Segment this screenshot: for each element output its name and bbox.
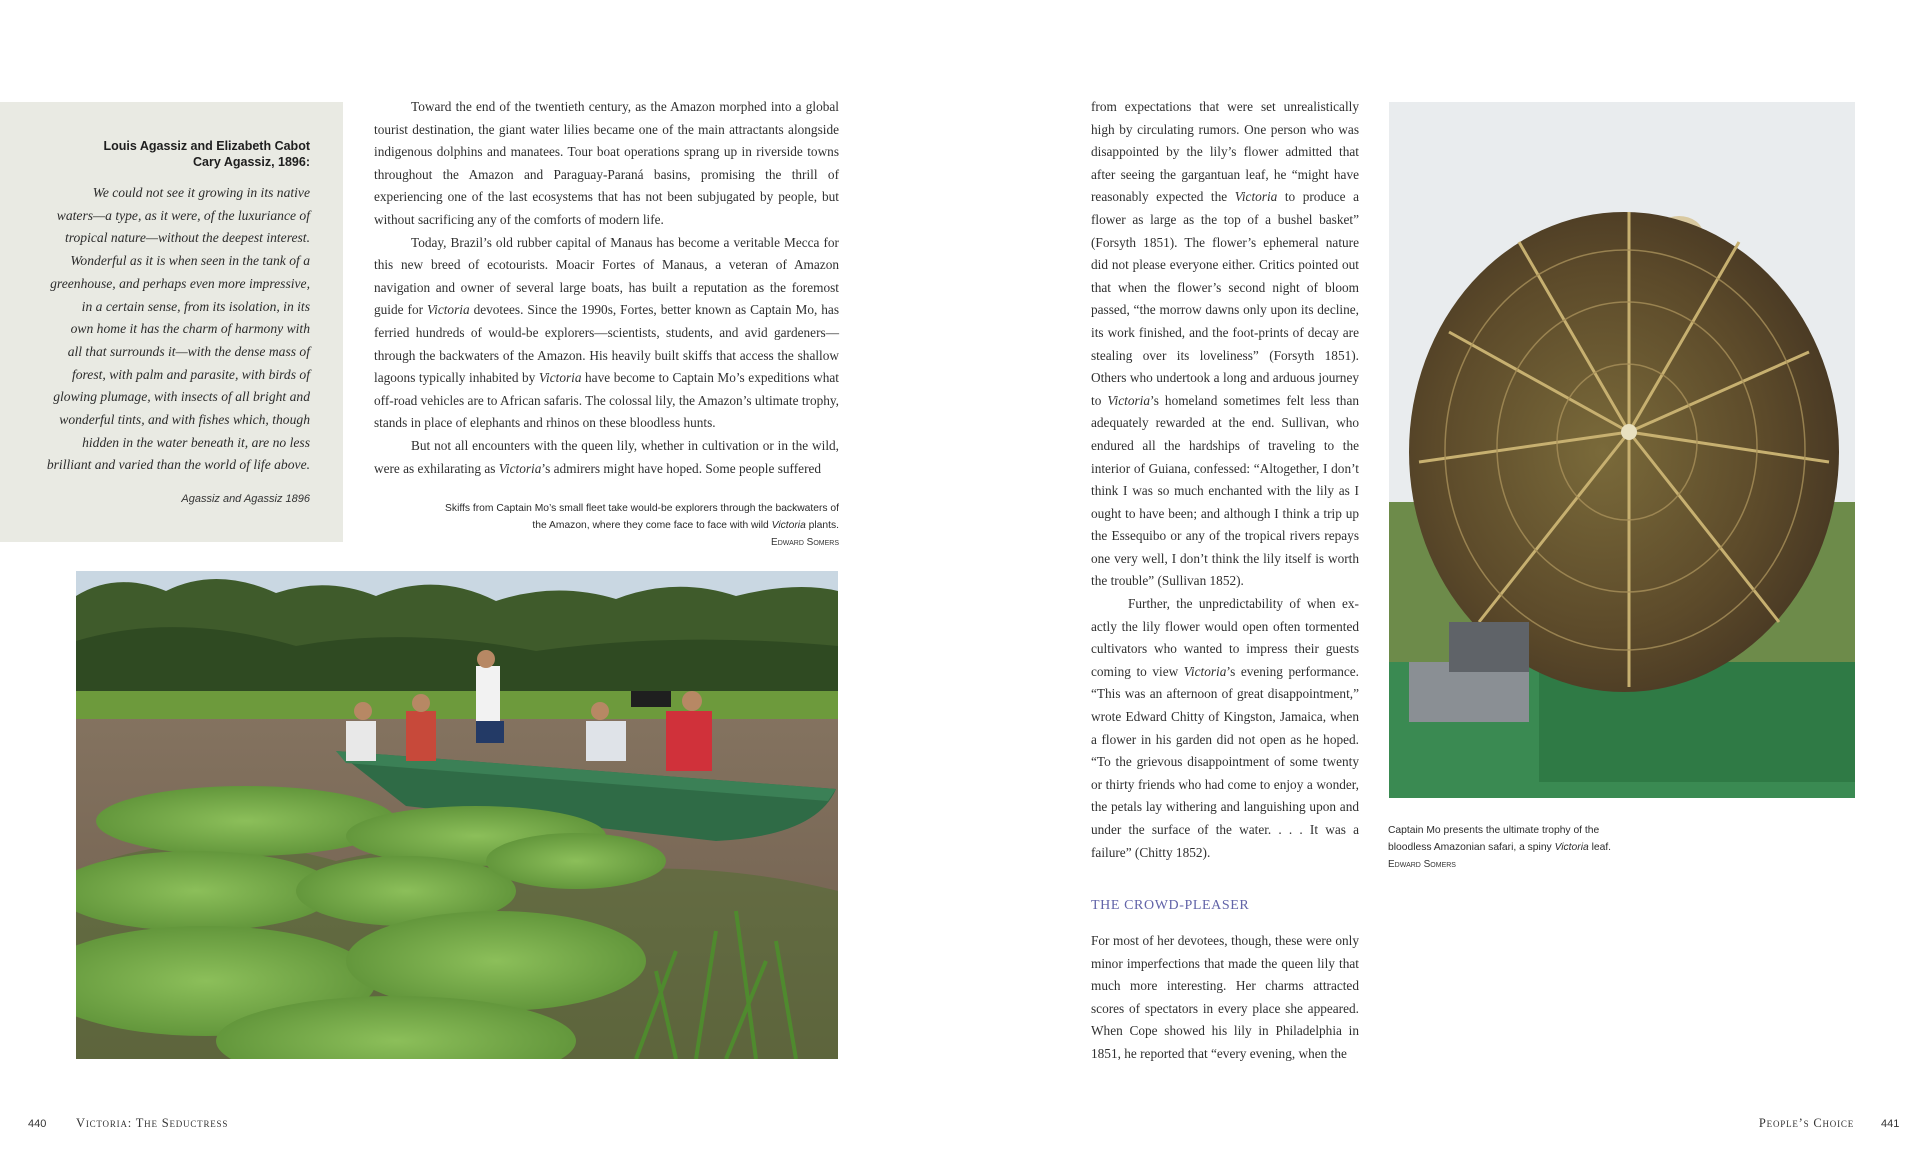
boat-photo-caption (430, 500, 839, 551)
sidebar-quote (38, 182, 310, 477)
quote-line: all that surrounds it—with the dense mass of (67, 343, 310, 359)
paragraph: Toward the end of the twentieth century, as the Amazon morphed into a global tourist destination, the giant water lilies became one of the main attractants alongside indigenous dolphins and manatees. Tour boat operations sprang up in riverside towns throughout the Amazon and Paraguay-Paraná basins, promising the thrill of experiencing one of the last ecosystems that has not been subjugated by people, but without sacrificing any of the comforts of modern life. (374, 99, 839, 227)
paragraph: Today, Brazil’s old rubber capital of Manaus has become a veritable Mecca for this new breed of ecotourists. Moacir Fortes of Manaus, a veteran of Amazon navigation and owner of several large boats, has built a reputation as the foremost guide for Victoria devotees. Since the 1990s, Fortes, better known as Captain Mo, has ferried hundreds of would-be explorers—scientists, students, and avid gardeners—through the backwaters of the Amazon. His heavily built skiffs that access the shallow lagoons typically inhabited by Victoria have become to Captain Mo’s expeditions what off-road vehicles are to African safaris. The colossal lily, the Amazon’s ultimate trophy, stands in place of elephants and rhinos on these bloodless hunts. (374, 234, 839, 431)
left-body-column (374, 96, 839, 480)
photo-credit: Edward Somers (771, 537, 839, 548)
captain-lily-leaf-photo (1389, 102, 1855, 798)
sidebar-heading: Louis Agassiz and Elizabeth Cabot Cary Agassiz, 1896: (103, 139, 310, 169)
quote-line: tropical nature—without the deepest interest. (64, 230, 310, 246)
photo-credit: Edward Somers (1388, 859, 1456, 870)
sidebar-citation: Agassiz and Agassiz 1896 (181, 493, 310, 505)
caption-text: Skiffs from Captain Mo’s small fleet take would-be explorers through the backwaters of the Amazon, where they come face to face with wild Victoria plants. (445, 503, 839, 531)
lily-photo-caption (1388, 822, 1638, 873)
right-body-column (1091, 96, 1359, 864)
quote-line: We could not see it growing in its native (92, 185, 310, 200)
caption-text: Captain Mo presents the ultimate trophy of the bloodless Amazonian safari, a spiny Victoria leaf. (1388, 825, 1612, 853)
quote-line: Wonderful as it is when seen in the tank of a (70, 253, 310, 269)
page-number-left: 440 (28, 1118, 47, 1130)
page-number-right: 441 (1881, 1118, 1900, 1130)
paragraph: Further, the unpredictability of when ex-actly the lily flower would open often tormented cultivators who wanted to impress their guests coming to view Victoria’s evening performance. “This was an afternoon of great disappointment,” wrote Edward Chitty of Kingston, Jamaica, when a flower in his garden did not open as he hoped. “To the grievous disappointment of some twenty or thirty friends who had come to enjoy a wonder, the petals lay withering and languishing upon and under the surface of the water. . . . It was a failure” (Chitty 1852). (1091, 596, 1359, 860)
quote-line: in a certain sense, from its isolation, in its (81, 298, 310, 314)
quote-line: wonderful tints, and with fishes which, though (59, 412, 310, 428)
quote-line: waters—a type, as it were, of the luxuriance of (56, 207, 310, 223)
running-head-right: People’s Choice (1758, 1116, 1854, 1130)
section-heading: THE CROWD-PLEASER (1091, 898, 1250, 913)
quote-line: hidden in the water beneath it, are no less (82, 434, 310, 450)
quote-line: greenhouse, and perhaps even more impressive, (50, 275, 310, 291)
right-body-column-continued (1091, 930, 1359, 1066)
quote-line: glowing plumage, with insects of all bright and (53, 389, 310, 405)
quote-line: forest, with palm and parasite, with birds of (71, 366, 310, 382)
running-head-left: Victoria: The Seductress (76, 1116, 229, 1130)
paragraph: from expectations that were set unrealistically high by circulating rumors. One person who was disappointed by the lily’s flower admitted that after seeing the gargantuan leaf, he “might have reasonably expected the Victoria to produce a flower as large as the top of a bushel basket” (Forsyth 1851). The flower’s ephemeral nature did not please everyone either. Critics pointed out that when the flower’s second night of bloom passed, “the morrow dawns only upon its decline, its work finished, and the foot-prints of decay are stealing over its loveliness” (Forsyth 1851). Others who undertook a long and arduous journey to Victoria’s homeland sometimes felt less than adequately rewarded at the end. Sullivan, who endured all the hardships of traveling to the interior of Guiana, confessed: “Altogether, I don’t think I was so much enchanted with the lily as I ought to have been; and although I think a trip up the Essequibo or any of the tropical rivers repays one very well, I don’t think the lily itself is worth the trouble” (Sullivan 1852). (1091, 99, 1360, 589)
paragraph: For most of her devotees, though, these were only minor imperfections that made the queen lily that much more interesting. Her charms attracted scores of spectators in every place she appeared. When Cope showed his lily in Philadelphia in 1851, he reported that “every evening, when the (1091, 933, 1359, 1061)
quote-line: own home it has the charm of harmony with (70, 321, 310, 337)
boat-lily-photo (76, 571, 838, 1059)
quote-line: brilliant and varied than the world of life above. (46, 457, 310, 473)
paragraph: But not all encounters with the queen lily, whether in cultivation or in the wild, were as exhilarating as Victoria’s admirers might have hoped. Some people suffered (374, 437, 839, 476)
